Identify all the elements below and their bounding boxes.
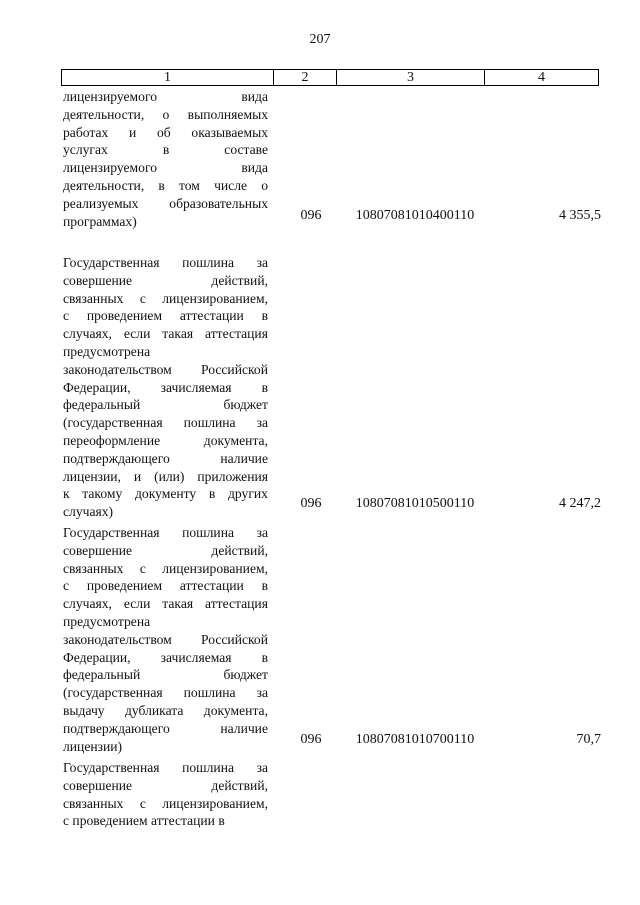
row-3-description [63, 524, 268, 755]
description-line: Государственная пошлина за [63, 255, 268, 270]
description-line: (государственная пошлина за [63, 415, 268, 431]
description-line: деятельности, о выполняемых [63, 106, 268, 122]
description-line: связанных с лицензированием, [63, 795, 268, 811]
description-line: совершение действий, [63, 272, 268, 288]
description-line: лицензии) [63, 738, 123, 754]
description-line: Государственная пошлина за [63, 525, 268, 540]
description-line: переоформление документа, [63, 432, 268, 448]
description-line: к такому документу в других [63, 486, 268, 502]
description-line: федеральный бюджет [63, 397, 268, 413]
description-line: Федерации, зачисляемая в [63, 649, 268, 665]
description-line: предусмотрена [63, 343, 151, 359]
description-line: законодательством Российской [63, 361, 268, 377]
row-1-kbk: 10807081010400110 [355, 208, 475, 223]
row-2-amount: 4 247,2 [559, 496, 601, 511]
description-line: подтверждающего наличие [63, 450, 268, 466]
description-line: связанных с лицензированием, [63, 290, 268, 306]
description-line: федеральный бюджет [63, 667, 268, 683]
description-line: работах и об оказываемых [63, 124, 268, 140]
row-3-code: 096 [300, 732, 322, 747]
description-line: случаях, если такая аттестация [63, 596, 268, 612]
description-line: деятельности, в том числе о [63, 177, 268, 193]
description-line: реализуемых образовательных [63, 195, 268, 211]
description-line: случаях, если такая аттестация [63, 326, 268, 342]
row-4-description [63, 759, 268, 830]
description-line: с проведением аттестации в [63, 813, 225, 829]
header-col-2: 2 [274, 70, 337, 85]
description-line: лицензируемого вида [63, 160, 268, 176]
description-line: законодательством Российской [63, 631, 268, 647]
header-col-4: 4 [538, 70, 545, 85]
row-2-kbk: 10807081010500110 [355, 496, 475, 511]
row-1-code: 096 [300, 208, 322, 223]
description-line: с проведением аттестации в [63, 308, 268, 324]
header-col-3: 3 [337, 70, 485, 85]
description-line: связанных с лицензированием, [63, 560, 268, 576]
description-line: лицензии, и (или) приложения [63, 468, 268, 484]
description-line: программах) [63, 213, 137, 229]
row-3-amount: 70,7 [576, 732, 601, 747]
description-line: Государственная пошлина за [63, 760, 268, 775]
description-line: подтверждающего наличие [63, 720, 268, 736]
row-3-kbk: 10807081010700110 [355, 732, 475, 747]
description-line: Федерации, зачисляемая в [63, 379, 268, 395]
row-2-code: 096 [300, 496, 322, 511]
description-line: случаях) [63, 504, 114, 520]
description-line: лицензируемого вида [63, 89, 268, 104]
header-col-1: 1 [62, 70, 274, 85]
table-header [61, 69, 599, 86]
description-line: (государственная пошлина за [63, 685, 268, 701]
description-line: предусмотрена [63, 613, 151, 629]
page-number: 207 [309, 32, 331, 47]
description-line: с проведением аттестации в [63, 578, 268, 594]
description-line: совершение действий, [63, 777, 268, 793]
row-1-amount: 4 355,5 [559, 208, 601, 223]
description-line: совершение действий, [63, 542, 268, 558]
description-line: услугах в составе [63, 142, 268, 158]
row-2-description [63, 254, 268, 521]
description-line: выдачу дубликата документа, [63, 702, 268, 718]
row-1-description [63, 88, 268, 230]
